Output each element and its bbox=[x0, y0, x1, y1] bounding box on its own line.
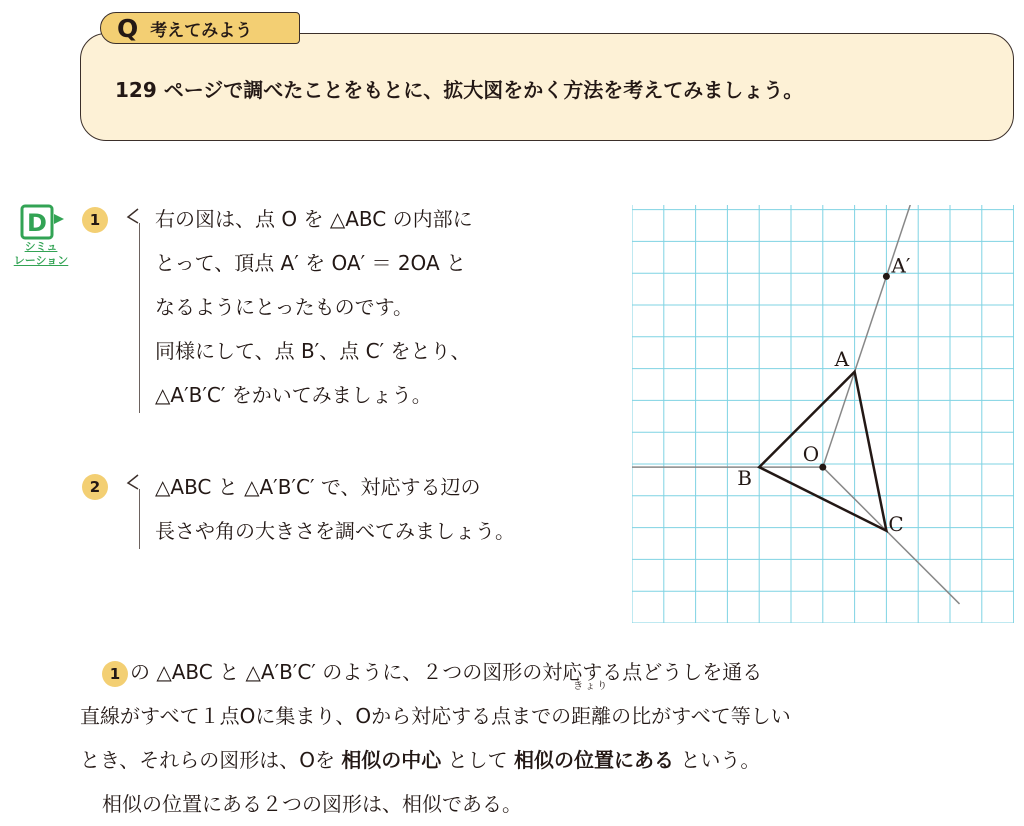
label-a-prime: A′ bbox=[891, 253, 911, 278]
simulation-caption[interactable] bbox=[8, 240, 74, 268]
question1-line: 右の図は、点 O を △ABC の内部に bbox=[155, 207, 473, 231]
explanation-line2-a: 直線がすべて１点Oに集まり、Oから対応する点までの bbox=[80, 704, 572, 728]
ruby-base: 距離 bbox=[571, 704, 612, 728]
explanation-line3 bbox=[80, 738, 1010, 782]
simulation-caption-line2: レーション bbox=[13, 254, 69, 267]
figure-rays bbox=[632, 205, 960, 604]
question1-line: とって、頂点 A′ を OA′ ＝ 2OA と bbox=[155, 251, 466, 275]
similarity-figure bbox=[632, 205, 1014, 623]
question1-text bbox=[155, 197, 473, 417]
question2-line: △ABC と △A′B′C′ で、対応する辺の bbox=[155, 475, 481, 499]
explanation-line1-text: の △ABC と △A′B′C′ のように、２つの図形の対応する点どうしを通る bbox=[130, 660, 763, 684]
ruby-kyori bbox=[571, 681, 612, 738]
point-o bbox=[819, 464, 826, 471]
simulation-caption-line1: シミュ bbox=[24, 240, 58, 253]
term-similar-position: 相似の位置にある bbox=[514, 748, 675, 772]
question2-line: 長さや角の大きさを調べてみましょう。 bbox=[155, 519, 515, 543]
label-c: C bbox=[888, 511, 904, 536]
simulation-d-icon[interactable] bbox=[20, 204, 66, 240]
explanation-line2 bbox=[80, 681, 1010, 738]
q-letter: Q bbox=[117, 13, 139, 43]
explanation-line4-text: 相似の位置にある２つの図形は、相似である。 bbox=[102, 792, 522, 816]
figure-grid bbox=[632, 205, 1014, 623]
explanation bbox=[80, 650, 1010, 826]
label-b: B bbox=[737, 466, 752, 491]
point-a-prime bbox=[883, 273, 890, 280]
question2-number-badge: 2 bbox=[82, 474, 108, 500]
q-text: 129 ページで調べたことをもとに、拡大図をかく方法を考えてみましょう。 bbox=[115, 78, 804, 102]
label-a: A bbox=[834, 346, 850, 371]
explanation-line1 bbox=[80, 650, 1010, 694]
explanation-line3-b: として bbox=[441, 748, 515, 772]
ruby-reading: きょり bbox=[573, 681, 610, 692]
term-center-of-similarity: 相似の中心 bbox=[341, 748, 442, 772]
explanation-line2-b: の比がすべて等しい bbox=[611, 704, 791, 728]
ray-o-a bbox=[823, 205, 925, 467]
label-o: O bbox=[802, 442, 820, 467]
q-label bbox=[100, 12, 300, 44]
question1-line: なるようにとったものです。 bbox=[155, 295, 413, 319]
svg-text:D: D bbox=[27, 209, 47, 237]
explanation-line4 bbox=[80, 782, 1010, 826]
question1-line: 同様にして、点 B′、点 C′ をとり、 bbox=[155, 339, 471, 363]
question1-bracket bbox=[124, 205, 140, 415]
explanation-line3-c: という。 bbox=[674, 748, 761, 772]
question2-bracket bbox=[124, 471, 140, 551]
question1-number-badge: 1 bbox=[82, 207, 108, 233]
q-title: 考えてみよう bbox=[150, 20, 253, 41]
question1-line: △A′B′C′ をかいてみましょう。 bbox=[155, 383, 432, 407]
explanation-line3-a: とき、それらの図形は、Oを bbox=[80, 748, 342, 772]
explanation-badge: 1 bbox=[102, 661, 128, 687]
question2-text bbox=[155, 465, 515, 553]
